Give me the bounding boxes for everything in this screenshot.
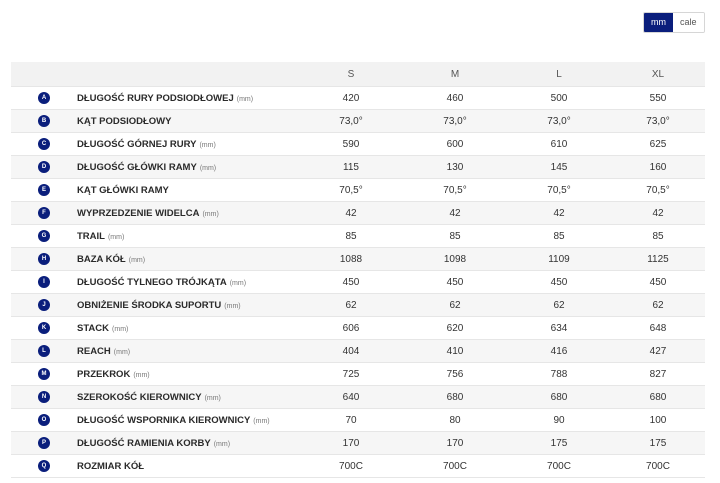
value-cell-l: 500 [507, 87, 611, 110]
measurement-name-cell [77, 317, 299, 340]
value-cell-m: 73,0° [403, 110, 507, 133]
row-letter-cell [11, 455, 77, 478]
table-row [11, 432, 705, 455]
measurement-name-cell [77, 271, 299, 294]
row-letter-badge: K [38, 322, 50, 334]
measurement-name-cell [77, 179, 299, 202]
value-cell-xl: 450 [611, 271, 705, 294]
measurement-name-cell [77, 156, 299, 179]
value-cell-l: 90 [507, 409, 611, 432]
value-cell-s: 640 [299, 386, 403, 409]
geometry-table [11, 62, 705, 478]
value-cell-l: 788 [507, 363, 611, 386]
row-letter-cell [11, 386, 77, 409]
value-cell-m: 70,5° [403, 179, 507, 202]
unit-toggle [643, 12, 705, 33]
measurement-name-cell [77, 225, 299, 248]
row-letter-cell [11, 409, 77, 432]
table-row [11, 271, 705, 294]
table-row [11, 179, 705, 202]
value-cell-l: 73,0° [507, 110, 611, 133]
row-letter-badge: I [38, 276, 50, 288]
measurement-name: BAZA KÓŁ [77, 253, 126, 265]
value-cell-s: 62 [299, 294, 403, 317]
row-letter-cell [11, 363, 77, 386]
row-letter-badge: G [38, 230, 50, 242]
value-cell-m: 600 [403, 133, 507, 156]
table-row [11, 363, 705, 386]
measurement-name: DŁUGOŚĆ RURY PODSIODŁOWEJ [77, 92, 234, 104]
value-cell-m: 170 [403, 432, 507, 455]
value-cell-l: 610 [507, 133, 611, 156]
measurement-name: TRAIL [77, 230, 105, 242]
measurement-name: REACH [77, 345, 111, 357]
table-row [11, 340, 705, 363]
measurement-name-cell [77, 386, 299, 409]
measurement-unit: (mm) [204, 394, 221, 402]
value-cell-l: 700C [507, 455, 611, 478]
value-cell-s: 404 [299, 340, 403, 363]
value-cell-l: 62 [507, 294, 611, 317]
measurement-unit: (mm) [199, 164, 217, 172]
value-cell-m: 410 [403, 340, 507, 363]
row-letter-cell [11, 202, 77, 225]
value-cell-l: 1109 [507, 248, 611, 271]
value-cell-s: 70 [299, 409, 403, 432]
value-cell-m: 700C [403, 455, 507, 478]
row-letter-badge: N [38, 391, 50, 403]
measurement-name: DŁUGOŚĆ GŁÓWKI RAMY [77, 161, 197, 173]
row-letter-badge: C [38, 138, 50, 150]
table-row [11, 455, 705, 478]
row-letter-badge: L [38, 345, 50, 357]
row-letter-cell [11, 340, 77, 363]
value-cell-m: 460 [403, 87, 507, 110]
row-letter-badge: E [38, 184, 50, 196]
header-measurement [77, 62, 299, 87]
table-row [11, 133, 705, 156]
header-letter [11, 62, 77, 87]
value-cell-l: 175 [507, 432, 611, 455]
row-letter-cell [11, 294, 77, 317]
row-letter-cell [11, 225, 77, 248]
header-size-s: S [299, 62, 403, 87]
value-cell-l: 634 [507, 317, 611, 340]
value-cell-l: 416 [507, 340, 611, 363]
measurement-name-cell [77, 248, 299, 271]
value-cell-xl: 827 [611, 363, 705, 386]
table-row [11, 225, 705, 248]
row-letter-badge: B [38, 115, 50, 127]
row-letter-badge: M [38, 368, 50, 380]
value-cell-xl: 73,0° [611, 110, 705, 133]
value-cell-xl: 62 [611, 294, 705, 317]
table-row [11, 87, 705, 110]
value-cell-l: 450 [507, 271, 611, 294]
value-cell-m: 450 [403, 271, 507, 294]
measurement-name-cell [77, 202, 299, 225]
measurement-name-cell [77, 87, 299, 110]
measurement-name-cell [77, 110, 299, 133]
measurement-name: DŁUGOŚĆ GÓRNEJ RURY [77, 138, 197, 150]
value-cell-m: 680 [403, 386, 507, 409]
table-row [11, 317, 705, 340]
measurement-unit: (mm) [253, 417, 270, 425]
unit-option-mm[interactable]: mm [644, 13, 673, 32]
measurement-name: DŁUGOŚĆ TYLNEGO TRÓJKĄTA [77, 276, 227, 288]
row-letter-cell [11, 271, 77, 294]
measurement-unit: (mm) [229, 279, 247, 287]
value-cell-s: 420 [299, 87, 403, 110]
measurement-unit: (mm) [202, 210, 219, 218]
measurement-unit: (mm) [112, 325, 129, 333]
value-cell-xl: 648 [611, 317, 705, 340]
measurement-name-cell [77, 455, 299, 478]
value-cell-xl: 427 [611, 340, 705, 363]
table-row [11, 386, 705, 409]
value-cell-m: 62 [403, 294, 507, 317]
table-row [11, 248, 705, 271]
measurement-name: KĄT PODSIODŁOWY [77, 115, 172, 127]
value-cell-xl: 85 [611, 225, 705, 248]
measurement-name: DŁUGOŚĆ WSPORNIKA KIEROWNICY [77, 414, 251, 426]
table-row [11, 156, 705, 179]
measurement-unit: (mm) [213, 440, 231, 448]
row-letter-cell [11, 133, 77, 156]
value-cell-xl: 700C [611, 455, 705, 478]
value-cell-s: 450 [299, 271, 403, 294]
value-cell-s: 85 [299, 225, 403, 248]
value-cell-s: 115 [299, 156, 403, 179]
measurement-name: STACK [77, 322, 110, 334]
value-cell-l: 680 [507, 386, 611, 409]
value-cell-m: 85 [403, 225, 507, 248]
header-size-xl: XL [611, 62, 705, 87]
value-cell-l: 85 [507, 225, 611, 248]
measurement-unit: (mm) [128, 256, 146, 264]
measurement-name: WYPRZEDZENIE WIDELCA [77, 207, 200, 219]
value-cell-xl: 42 [611, 202, 705, 225]
header-size-m: M [403, 62, 507, 87]
unit-option-cale[interactable]: cale [673, 13, 704, 32]
measurement-name: PRZEKROK [77, 368, 131, 380]
value-cell-xl: 550 [611, 87, 705, 110]
value-cell-s: 73,0° [299, 110, 403, 133]
row-letter-badge: O [38, 414, 50, 426]
measurement-name-cell [77, 294, 299, 317]
value-cell-l: 70,5° [507, 179, 611, 202]
value-cell-s: 70,5° [299, 179, 403, 202]
value-cell-xl: 160 [611, 156, 705, 179]
table-row [11, 202, 705, 225]
row-letter-badge: J [38, 299, 50, 311]
value-cell-s: 725 [299, 363, 403, 386]
value-cell-m: 756 [403, 363, 507, 386]
table-header-row [11, 62, 705, 87]
measurement-unit: (mm) [133, 371, 150, 379]
row-letter-badge: F [38, 207, 50, 219]
measurement-name-cell [77, 340, 299, 363]
value-cell-s: 590 [299, 133, 403, 156]
value-cell-xl: 1125 [611, 248, 705, 271]
row-letter-badge: A [38, 92, 50, 104]
value-cell-xl: 100 [611, 409, 705, 432]
measurement-name: SZEROKOŚĆ KIEROWNICY [77, 391, 202, 403]
value-cell-m: 620 [403, 317, 507, 340]
row-letter-cell [11, 156, 77, 179]
row-letter-badge: Q [38, 460, 50, 472]
measurement-name-cell [77, 363, 299, 386]
measurement-name-cell [77, 133, 299, 156]
value-cell-xl: 680 [611, 386, 705, 409]
value-cell-m: 80 [403, 409, 507, 432]
row-letter-badge: H [38, 253, 50, 265]
row-letter-cell [11, 432, 77, 455]
measurement-unit: (mm) [113, 348, 131, 356]
measurement-unit: (mm) [236, 95, 254, 103]
value-cell-s: 170 [299, 432, 403, 455]
row-letter-badge: P [38, 437, 50, 449]
value-cell-xl: 70,5° [611, 179, 705, 202]
value-cell-s: 42 [299, 202, 403, 225]
value-cell-m: 42 [403, 202, 507, 225]
measurement-name: KĄT GŁÓWKI RAMY [77, 184, 169, 196]
measurement-name: ROZMIAR KÓŁ [77, 460, 145, 472]
row-letter-cell [11, 110, 77, 133]
value-cell-s: 1088 [299, 248, 403, 271]
measurement-unit: (mm) [107, 233, 125, 241]
table-row [11, 294, 705, 317]
measurement-unit: (mm) [224, 302, 241, 310]
measurement-name: OBNIŻENIE ŚRODKA SUPORTU [77, 299, 222, 311]
measurement-name-cell [77, 432, 299, 455]
value-cell-xl: 175 [611, 432, 705, 455]
row-letter-cell [11, 87, 77, 110]
header-size-l: L [507, 62, 611, 87]
row-letter-badge: D [38, 161, 50, 173]
row-letter-cell [11, 179, 77, 202]
measurement-unit: (mm) [199, 141, 216, 149]
value-cell-m: 1098 [403, 248, 507, 271]
value-cell-l: 145 [507, 156, 611, 179]
value-cell-m: 130 [403, 156, 507, 179]
value-cell-s: 606 [299, 317, 403, 340]
row-letter-cell [11, 248, 77, 271]
table-row [11, 110, 705, 133]
measurement-name-cell [77, 409, 299, 432]
value-cell-l: 42 [507, 202, 611, 225]
table-row [11, 409, 705, 432]
row-letter-cell [11, 317, 77, 340]
value-cell-xl: 625 [611, 133, 705, 156]
measurement-name: DŁUGOŚĆ RAMIENIA KORBY [77, 437, 211, 449]
value-cell-s: 700C [299, 455, 403, 478]
